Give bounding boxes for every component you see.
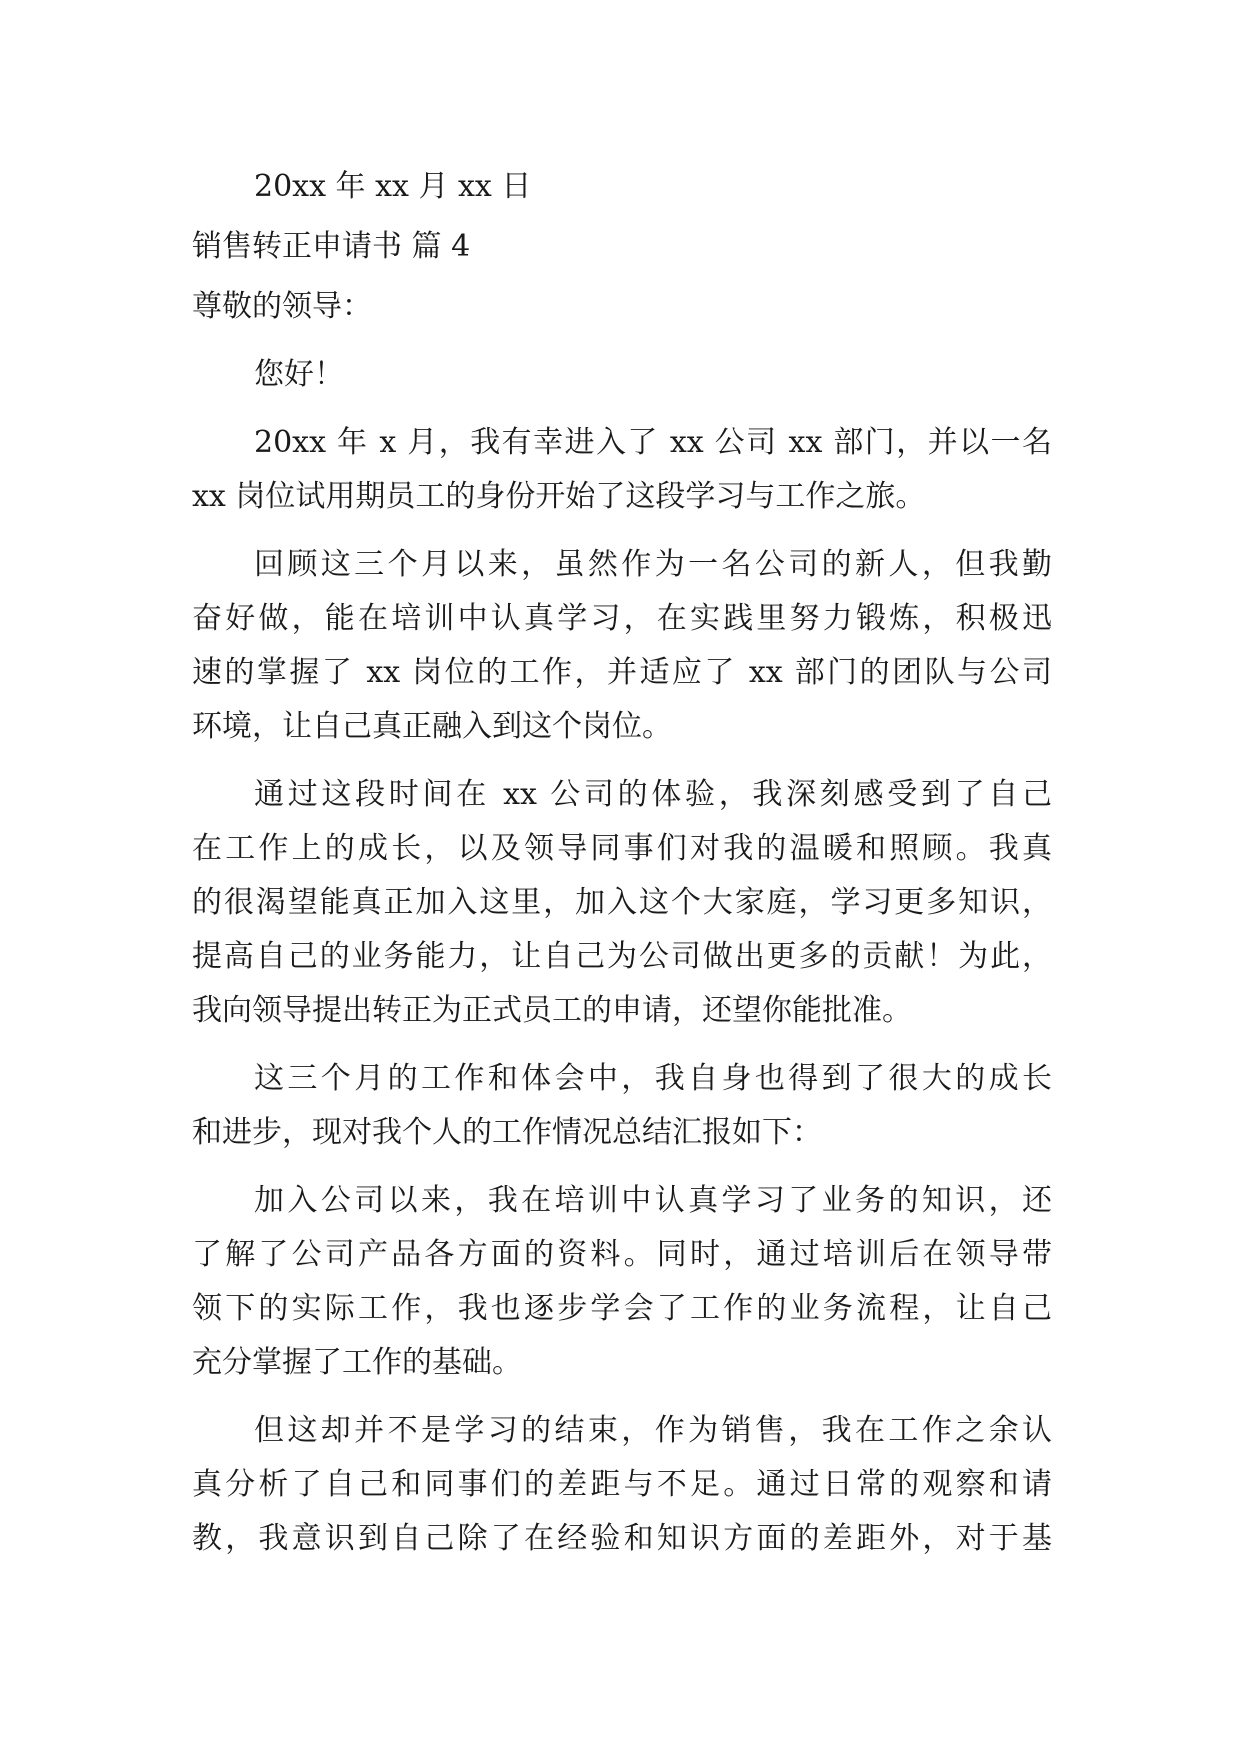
section-title: 销售转正申请书 篇 4 (192, 229, 471, 264)
paragraph-line: 真分析了自己和同事们的差距与不足。通过日常的观察和请 (192, 1467, 1052, 1502)
paragraph-line: 我向领导提出转正为正式员工的申请，还望你能批准。 (192, 993, 912, 1028)
paragraph-line: 教，我意识到自己除了在经验和知识方面的差距外，对于基 (192, 1521, 1052, 1556)
paragraph-line: 回顾这三个月以来，虽然作为一名公司的新人，但我勤 (254, 547, 1052, 582)
document-body (192, 160, 1052, 1566)
salutation: 尊敬的领导： (192, 289, 372, 324)
paragraph-line: 20xx 年 x 月，我有幸进入了 xx 公司 xx 部门，并以一名 (254, 425, 1052, 460)
paragraph-line: 这三个月的工作和体会中，我自身也得到了很大的成长 (254, 1061, 1052, 1096)
date-line: 20xx 年 xx 月 xx 日 (254, 169, 532, 204)
paragraph-line: 但这却并不是学习的结束，作为销售，我在工作之余认 (254, 1413, 1052, 1448)
paragraph-line: 环境，让自己真正融入到这个岗位。 (192, 709, 672, 744)
paragraph-5 (192, 1174, 1052, 1390)
paragraph-4 (192, 1052, 1052, 1160)
paragraph-6 (192, 1404, 1052, 1566)
paragraph-line: 的很渴望能真正加入这里，加入这个大家庭，学习更多知识， (192, 885, 1052, 920)
paragraph-line: 加入公司以来，我在培训中认真学习了业务的知识，还 (254, 1183, 1052, 1218)
paragraph-3 (192, 768, 1052, 1038)
paragraph-2 (192, 538, 1052, 754)
paragraph-line: 在工作上的成长，以及领导同事们对我的温暖和照顾。我真 (192, 831, 1052, 866)
paragraph-line: 充分掌握了工作的基础。 (192, 1345, 522, 1380)
paragraph-1 (192, 416, 1052, 524)
greeting: 您好！ (254, 357, 344, 392)
paragraph-line: 和进步，现对我个人的工作情况总结汇报如下： (192, 1115, 822, 1150)
paragraph-line: 了解了公司产品各方面的资料。同时，通过培训后在领导带 (192, 1237, 1052, 1272)
paragraph-line: 通过这段时间在 xx 公司的体验，我深刻感受到了自己 (254, 777, 1052, 812)
paragraph-line: 速的掌握了 xx 岗位的工作，并适应了 xx 部门的团队与公司 (192, 655, 1052, 690)
paragraph-line: 奋好做，能在培训中认真学习，在实践里努力锻炼，积极迅 (192, 601, 1052, 636)
paragraph-line: 提高自己的业务能力，让自己为公司做出更多的贡献！为此， (192, 939, 1052, 974)
paragraph-line: 领下的实际工作，我也逐步学会了工作的业务流程，让自己 (192, 1291, 1052, 1326)
paragraph-line: xx 岗位试用期员工的身份开始了这段学习与工作之旅。 (192, 479, 926, 514)
